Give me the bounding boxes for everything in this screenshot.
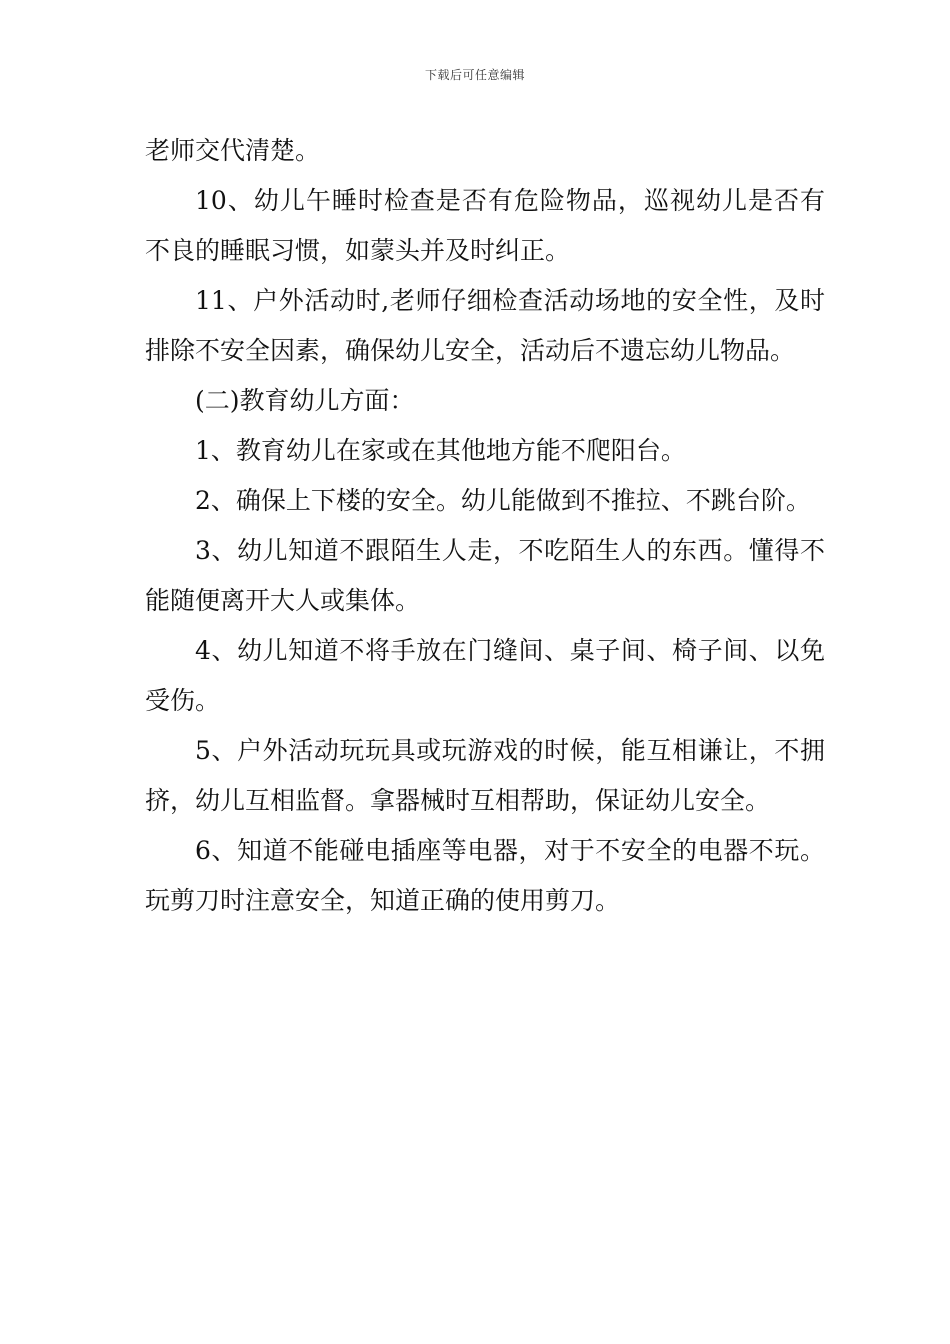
paragraph-item-4: 4、幼儿知道不将手放在门缝间、桌子间、椅子间、以免受伤。: [145, 636, 825, 715]
paragraph-item-5: 5、户外活动玩玩具或玩游戏的时候，能互相谦让，不拥挤，幼儿互相监督。拿器械时互相帮助，保证幼儿安全。: [145, 736, 825, 815]
paragraph-item-3: 3、幼儿知道不跟陌生人走，不吃陌生人的东西。懂得不能随便离开大人或集体。: [145, 536, 825, 615]
section-heading-education: (二)教育幼儿方面：: [195, 386, 415, 415]
paragraph-item-1: 1、教育幼儿在家或在其他地方能不爬阳台。: [195, 436, 686, 465]
paragraph-item-2: 2、确保上下楼的安全。幼儿能做到不推拉、不跳台阶。: [195, 486, 811, 515]
document-body: [145, 126, 825, 926]
paragraph-item-6: 6、知道不能碰电插座等电器，对于不安全的电器不玩。玩剪刀时注意安全，知道正确的使用剪刀。: [145, 836, 825, 915]
paragraph-continuation: 老师交代清楚。: [145, 136, 321, 165]
paragraph-item-10: 10、幼儿午睡时检查是否有危险物品，巡视幼儿是否有不良的睡眠习惯，如蒙头并及时纠正。: [145, 186, 825, 265]
page-header: 下载后可任意编辑: [424, 68, 525, 82]
paragraph-item-11: 11、户外活动时,老师仔细检查活动场地的安全性，及时排除不安全因素，确保幼儿安全，活动后不遗忘幼儿物品。: [145, 286, 825, 365]
